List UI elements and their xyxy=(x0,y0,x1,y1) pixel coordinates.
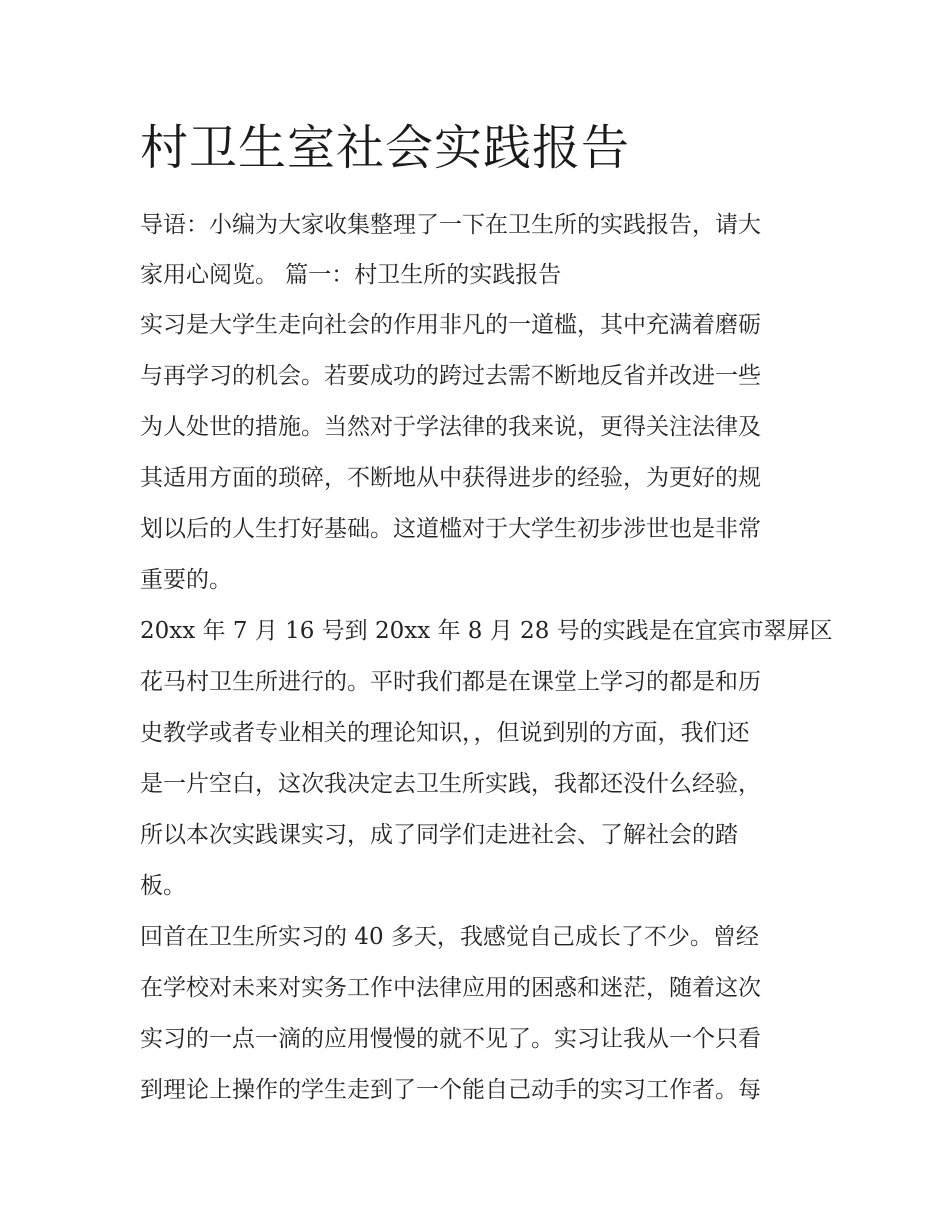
body-paragraph xyxy=(140,912,820,1116)
document-title: 村卫生室社会实践报告 xyxy=(140,120,631,176)
paragraph-line: 实习的一点一滴的应用慢慢的就不见了。实习让我从一个只看 xyxy=(140,1026,761,1052)
paragraph-line: 回首在卫生所实习的 40 多天，我感觉自己成长了不少。曾经 xyxy=(140,924,759,950)
paragraph-line: 是一片空白，这次我决定去卫生所实践，我都还没什么经验， xyxy=(140,771,761,797)
paragraph-line: 在学校对未来对实务工作中法律应用的困惑和迷茫，随着这次 xyxy=(140,975,761,1001)
paragraph-line: 板。 xyxy=(140,873,186,899)
paragraph-line: 其适用方面的琐碎，不断地从中获得进步的经验，为更好的规 xyxy=(140,465,761,491)
document-body xyxy=(140,116,833,1116)
paragraph-line: 20xx 年 7 月 16 号到 20xx 年 8 月 28 号的实践是在宜宾市翠屏区 xyxy=(140,618,833,644)
intro-line: 家用心阅览。 篇一：村卫生所的实践报告 xyxy=(140,262,562,288)
paragraph-line: 与再学习的机会。若要成功的跨过去需不断地反省并改进一些 xyxy=(140,363,761,389)
paragraph-line: 花马村卫生所进行的。平时我们都是在课堂上学习的都是和历 xyxy=(140,669,761,695)
paragraph-line: 所以本次实践课实习，成了同学们走进社会、了解社会的踏 xyxy=(140,822,738,848)
paragraph-line: 重要的。 xyxy=(140,567,232,593)
body-paragraph xyxy=(140,300,820,606)
paragraph-line: 为人处世的措施。当然对于学法律的我来说，更得关注法律及 xyxy=(140,414,761,440)
paragraph-line: 实习是大学生走向社会的作用非凡的一道槛，其中充满着磨砺 xyxy=(140,312,761,338)
paragraph-line: 划以后的人生打好基础。这道槛对于大学生初步涉世也是非常 xyxy=(140,516,761,542)
paragraph-line: 到理论上操作的学生走到了一个能自己动手的实习工作者。每 xyxy=(140,1077,761,1103)
intro-paragraph xyxy=(140,200,820,300)
body-paragraph xyxy=(140,606,833,912)
paragraph-line: 史教学或者专业相关的理论知识，，但说到别的方面，我们还 xyxy=(140,720,750,746)
intro-line: 导语：小编为大家收集整理了一下在卫生所的实践报告，请大 xyxy=(140,212,761,238)
